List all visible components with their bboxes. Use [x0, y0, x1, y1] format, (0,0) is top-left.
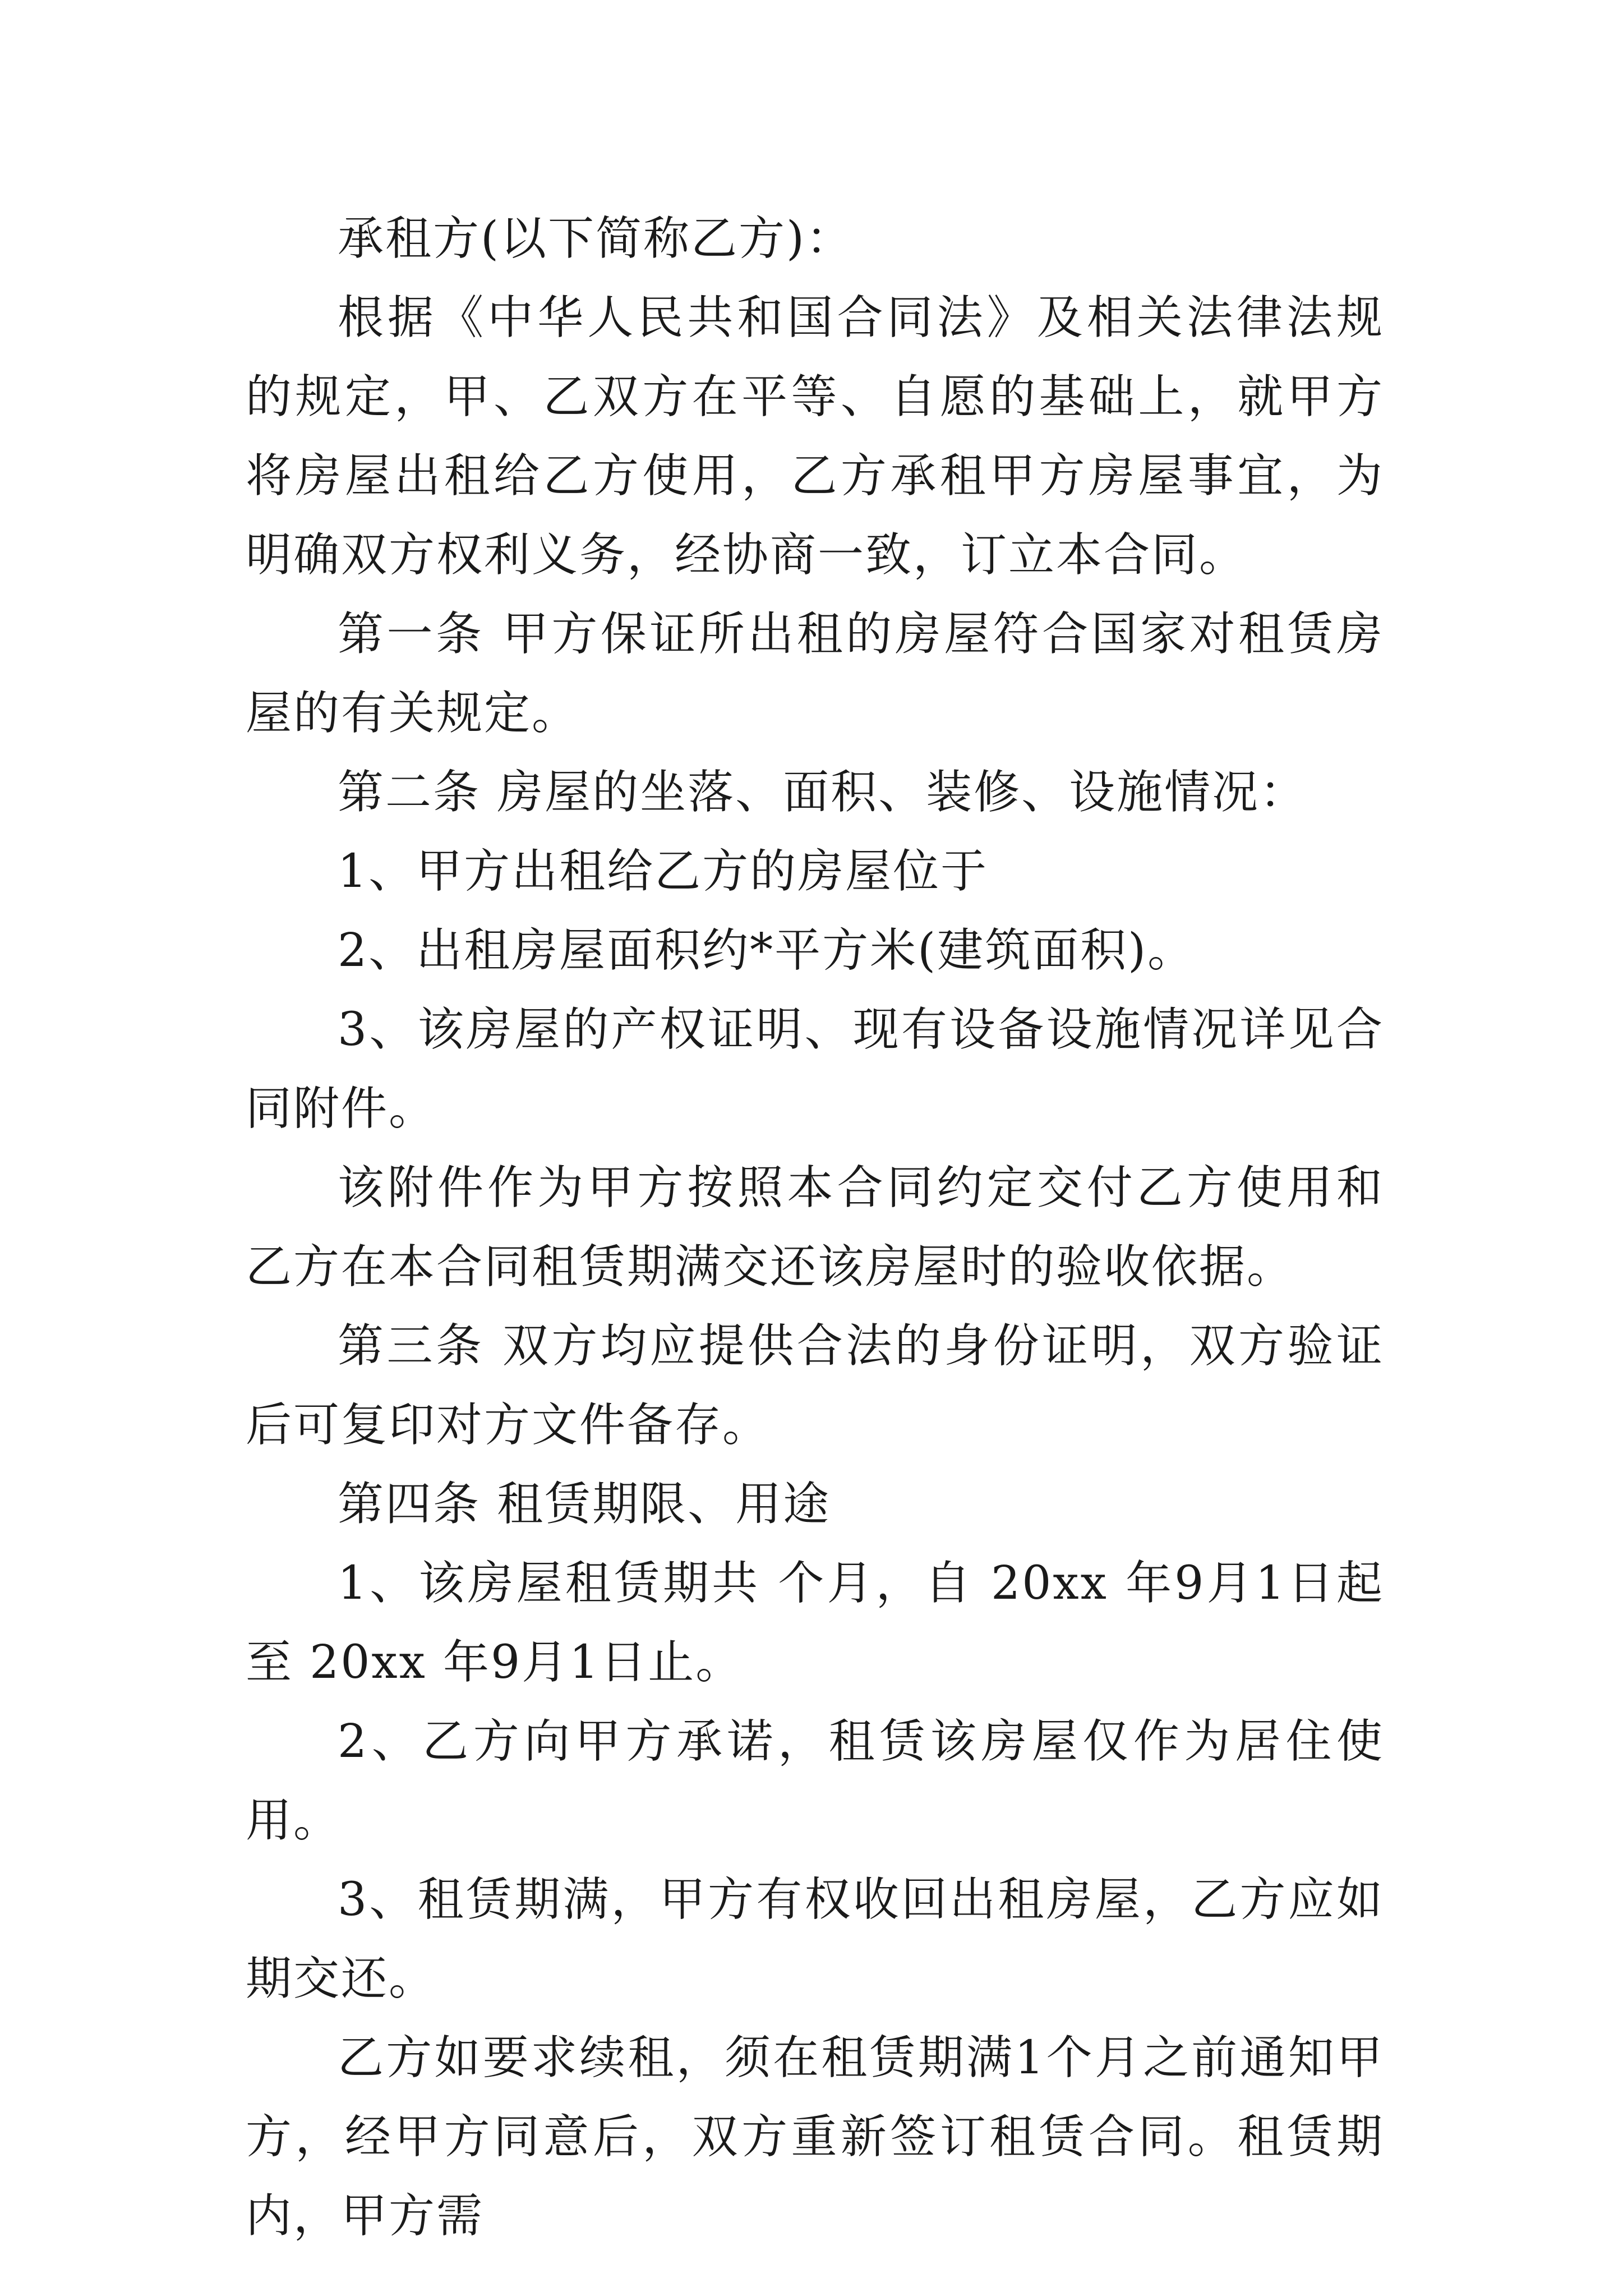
paragraph-article-2-item-2: 2、出租房屋面积约*平方米(建筑面积)。 — [338, 924, 1196, 977]
paragraph-article-4-item-2: 2、乙方向甲方承诺，租赁该房屋仅作为居住使用。 — [246, 1715, 1384, 1847]
contract-body — [246, 199, 1384, 2256]
paragraph-lessee: 承租方(以下简称乙方)： — [338, 212, 854, 265]
paragraph-article-1: 第一条 甲方保证所出租的房屋符合国家对租赁房屋的有关规定。 — [246, 608, 1384, 740]
paragraph-article-4: 第四条 租赁期限、用途 — [338, 1478, 831, 1531]
paragraph-article-2-item-3: 3、该房屋的产权证明、现有设备设施情况详见合同附件。 — [246, 1003, 1384, 1135]
paragraph-article-3: 第三条 双方均应提供合法的身份证明，双方验证后可复印对方文件备存。 — [246, 1319, 1384, 1452]
paragraph-article-4-item-1: 1、该房屋租赁期共 个月，自 20xx 年9月1日起至 20xx 年9月1日止。 — [246, 1557, 1384, 1689]
paragraph-preamble: 根据《中华人民共和国合同法》及相关法律法规的规定，甲、乙双方在平等、自愿的基础上，就甲方将房屋出租给乙方使用，乙方承租甲方房屋事宜，为明确双方权利义务，经协商一致，订立本合同。 — [246, 291, 1384, 582]
paragraph-renewal: 乙方如要求续租，须在租赁期满1个月之前通知甲方，经甲方同意后，双方重新签订租赁合同。租赁期内，甲方需 — [246, 2031, 1384, 2243]
paragraph-article-2-item-1: 1、甲方出租给乙方的房屋位于 — [338, 845, 989, 898]
paragraph-attachment-note: 该附件作为甲方按照本合同约定交付乙方使用和乙方在本合同租赁期满交还该房屋时的验收依据。 — [246, 1161, 1384, 1294]
paragraph-article-4-item-3: 3、租赁期满，甲方有权收回出租房屋，乙方应如期交还。 — [246, 1873, 1384, 2005]
paragraph-article-2: 第二条 房屋的坐落、面积、装修、设施情况： — [338, 766, 1308, 819]
